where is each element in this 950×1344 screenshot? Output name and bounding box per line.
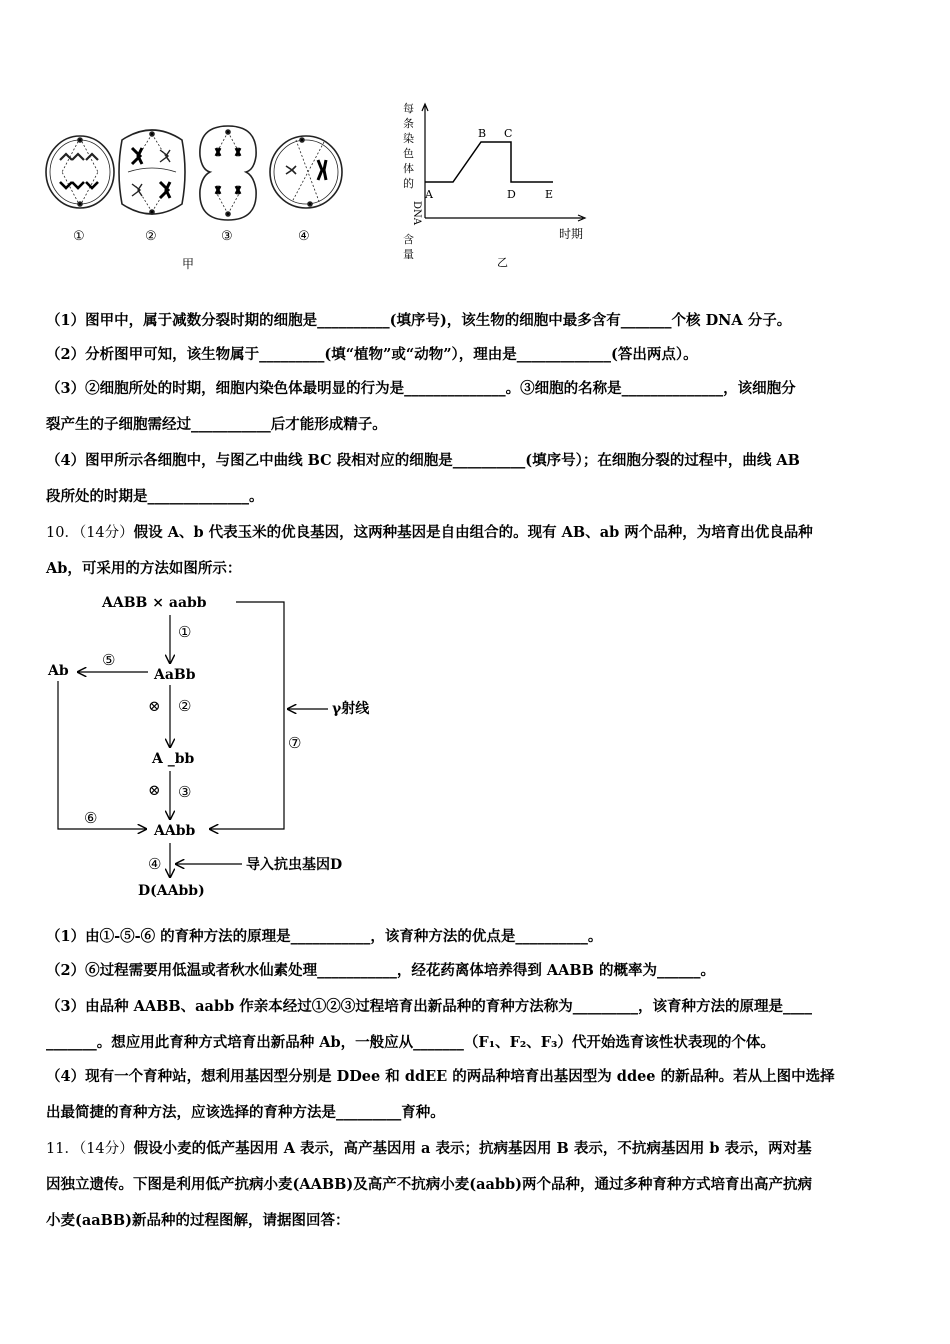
q11-intro-a: 假设小麦的低产基因用 A 表示，高产基因用 a 表示；抗病基因用 B 表示，不抗病基因用 b 表示，两对基: [133, 1140, 812, 1157]
arrow-step-6: [58, 681, 146, 829]
svg-text:条: 条: [403, 117, 414, 130]
dna-content-graph: [395, 100, 595, 275]
svg-text:色: 色: [403, 147, 414, 160]
q11-intro-c: 小麦(aaBB)新品种的过程图解，请据图回答：: [46, 1212, 350, 1229]
figure-caption-jia: 甲: [182, 257, 195, 271]
q10-intro-b: Ab，可采用的方法如图所示：: [46, 560, 242, 577]
cell-division-figure: [40, 120, 360, 275]
aabb-label: AAbb: [154, 823, 196, 839]
q10-part-4a: （4）现有一个育种站，想利用基因型分别是 DDee 和 ddEE 的两品种培育出基因型为 ddee 的新品种。若从上图中选择: [46, 1068, 835, 1085]
step-2-label: ②: [178, 697, 192, 715]
cell-2: [119, 130, 185, 214]
graph-point-d: D: [507, 188, 516, 201]
cell-4: [270, 136, 342, 208]
q10-number: 10．（14分）: [46, 525, 134, 541]
gamma-ray-label: γ射线: [332, 701, 370, 717]
q11-intro: [46, 1132, 906, 1166]
ab-result-label: Ab: [48, 663, 69, 679]
q10-part-2: （2）⑥过程需要用低温或者秋水仙素处理___________，经花药离体培养得到 AABB 的概率为______。: [46, 962, 715, 979]
step-6-label: ⑥: [84, 809, 98, 827]
q9-part-3b: 裂产生的子细胞需经过___________后才能形成精子。: [46, 416, 387, 433]
graph-point-e: E: [545, 188, 554, 201]
import-gene-label: 导入抗虫基因D: [246, 857, 343, 873]
breeding-diagram: [40, 585, 400, 905]
svg-text:染: 染: [403, 132, 414, 145]
cross-label: AABB × aabb: [102, 595, 207, 611]
arrow-step-7: [210, 602, 284, 829]
q9-part-3a: （3）②细胞所处的时期，细胞内染色体最明显的行为是______________。③细胞的名称是______________，该细胞分: [46, 380, 796, 397]
cell-label-4: ④: [298, 229, 310, 244]
f1-label: AaBb: [154, 667, 196, 683]
q10-intro: [46, 516, 906, 550]
graph-point-a: A: [425, 188, 433, 201]
cell-3: [200, 126, 256, 220]
svg-text:含: 含: [403, 233, 414, 246]
step-5-label: ⑤: [102, 651, 116, 669]
q11-intro-b: 因独立遗传。下图是利用低产抗病小麦(AABB)及高产不抗病小麦(aabb)两个品种，通过多种育种方式培育出高产抗病: [46, 1176, 813, 1193]
q9-part-4b: 段所处的时期是______________。: [46, 488, 264, 505]
q11-number: 11．（14分）: [46, 1141, 134, 1157]
step-4-label: ④: [148, 855, 162, 873]
q9-part-1: （1）图甲中，属于减数分裂时期的细胞是__________(填序号)，该生物的细胞中最多含有_______个核 DNA 分子。: [46, 312, 792, 329]
graph-curve: [425, 142, 553, 182]
step-3-label: ③: [178, 783, 192, 801]
selfing-symbol-1: ⊗: [148, 697, 161, 715]
q10-part-4b: 出最简捷的育种方法，应该选择的育种方法是_________育种。: [46, 1104, 445, 1121]
graph-caption-yi: 乙: [497, 256, 508, 269]
cell-label-3: ③: [221, 229, 233, 244]
graph-x-axis-label: 时期: [559, 227, 584, 241]
step-7-label: ⑦: [288, 734, 302, 752]
selfing-symbol-2: ⊗: [148, 781, 161, 799]
a-bb-label: A _bb: [152, 751, 195, 767]
q9-part-4a: （4）图甲所示各细胞中，与图乙中曲线 BC 段相对应的细胞是__________(填序号）；在细胞分裂的过程中，曲线 AB: [46, 452, 800, 469]
svg-text:DNA: DNA: [411, 201, 422, 225]
graph-y-axis-label: [403, 101, 422, 261]
q9-part-2: （2）分析图甲可知，该生物属于_________(填“植物”或“动物”），理由是_____________(答出两点）。: [46, 346, 698, 363]
svg-text:体: 体: [403, 162, 414, 175]
graph-point-b: B: [478, 127, 487, 140]
d-result-label: D(AAbb): [138, 883, 205, 899]
svg-text:每: 每: [403, 102, 414, 115]
step-1-label: ①: [178, 623, 192, 641]
cell-1: [46, 136, 114, 208]
q10-intro-a: 假设 A、b 代表玉米的优良基因，这两种基因是自由组合的。现有 AB、ab 两个品种，为培育出优良品种: [133, 524, 813, 541]
cell-label-2: ②: [145, 229, 157, 244]
svg-text:的: 的: [403, 177, 414, 190]
cell-label-1: ①: [73, 229, 85, 244]
q10-part-3b: _______。想应用此育种方式培育出新品种 Ab，一般应从_______（F₁、F₂、F₃）代开始选育该性状表现的个体。: [46, 1034, 775, 1051]
svg-text:量: 量: [403, 248, 414, 261]
q10-part-1: （1）由①-⑤-⑥ 的育种方法的原理是___________，该育种方法的优点是__________。: [46, 928, 603, 945]
q10-part-3a: （3）由品种 AABB、aabb 作亲本经过①②③过程培育出新品种的育种方法称为_________，该育种方法的原理是____: [46, 998, 813, 1015]
graph-point-c: C: [504, 127, 513, 140]
